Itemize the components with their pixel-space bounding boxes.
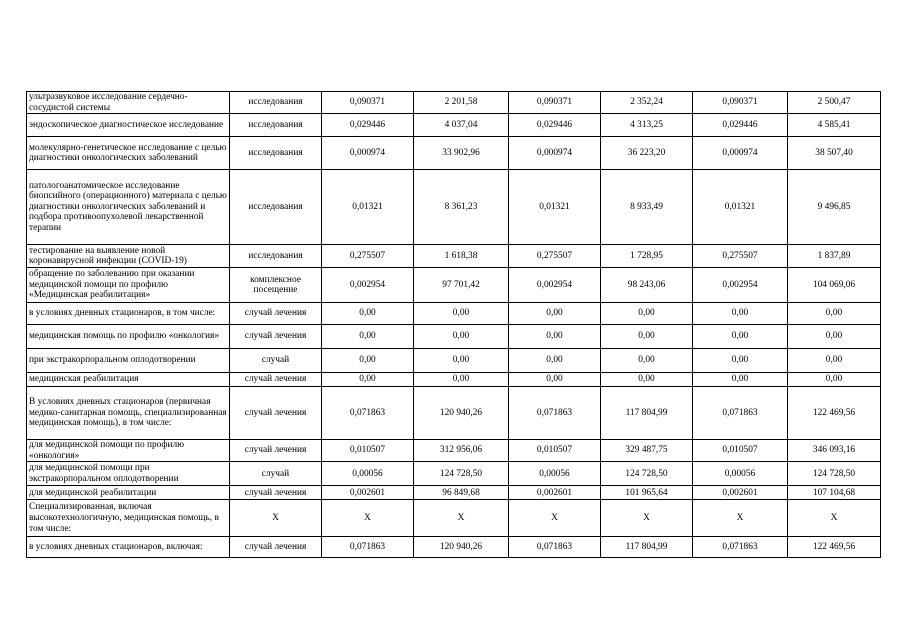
value-cell-v3: 0,002954: [509, 268, 601, 303]
value-cell-v5: 0,010507: [693, 440, 788, 462]
value-cell-v1: 0,000974: [322, 137, 414, 170]
row-name-cell: В условиях дневных стационаров (первичная медико-санитарная помощь, специализированная медицинская помощь), в том числе:: [27, 387, 230, 440]
value-cell-v3: 0,010507: [509, 440, 601, 462]
value-cell-v6: 9 496,85: [788, 170, 881, 245]
value-cell-v2: 0,00: [414, 373, 509, 387]
value-cell-v2: 8 361,23: [414, 170, 509, 245]
row-name-cell: для медицинской реабилитации: [27, 486, 230, 500]
row-name-cell: ультразвуковое исследование сердечно-сосудистой системы: [27, 92, 230, 114]
row-name-cell: тестирование на выявление новой коронавирусной инфекции (COVID-19): [27, 245, 230, 268]
value-cell-v5: 0,00056: [693, 462, 788, 486]
unit-cell: случай лечения: [230, 325, 322, 349]
table-row: [27, 440, 881, 462]
value-cell-v1: Х: [322, 500, 414, 537]
row-name-cell: для медицинской помощи при экстракорпоральном оплодотворении: [27, 462, 230, 486]
value-cell-v3: 0,00: [509, 303, 601, 325]
value-cell-v4: Х: [601, 500, 693, 537]
value-cell-v3: 0,090371: [509, 92, 601, 114]
unit-cell: случай: [230, 349, 322, 373]
value-cell-v6: 1 837,89: [788, 245, 881, 268]
value-cell-v3: 0,00056: [509, 462, 601, 486]
value-cell-v4: 329 487,75: [601, 440, 693, 462]
value-cell-v5: 0,00: [693, 349, 788, 373]
value-cell-v2: 120 940,26: [414, 387, 509, 440]
table-body: [27, 92, 881, 558]
row-name-cell: патологоанатомическое исследование биопсийного (операционного) материала с целью диагностики онкологических заболеваний и подбора противоопухолевой лекарственной терапии: [27, 170, 230, 245]
value-cell-v4: 98 243,06: [601, 268, 693, 303]
value-cell-v5: 0,275507: [693, 245, 788, 268]
row-name-cell: в условиях дневных стационаров, в том числе:: [27, 303, 230, 325]
value-cell-v4: 0,00: [601, 373, 693, 387]
unit-cell: случай лечения: [230, 373, 322, 387]
table-row: [27, 137, 881, 170]
value-cell-v2: 97 701,42: [414, 268, 509, 303]
value-cell-v3: 0,002601: [509, 486, 601, 500]
value-cell-v1: 0,071863: [322, 387, 414, 440]
unit-cell: случай лечения: [230, 440, 322, 462]
value-cell-v2: 1 618,38: [414, 245, 509, 268]
value-cell-v3: 0,000974: [509, 137, 601, 170]
value-cell-v6: 0,00: [788, 373, 881, 387]
value-cell-v1: 0,002601: [322, 486, 414, 500]
row-name-cell: для медицинской помощи по профилю «онкология»: [27, 440, 230, 462]
value-cell-v4: 1 728,95: [601, 245, 693, 268]
value-cell-v1: 0,01321: [322, 170, 414, 245]
value-cell-v4: 117 804,99: [601, 537, 693, 558]
value-cell-v5: 0,071863: [693, 537, 788, 558]
value-cell-v6: 124 728,50: [788, 462, 881, 486]
value-cell-v1: 0,071863: [322, 537, 414, 558]
value-cell-v4: 117 804,99: [601, 387, 693, 440]
value-cell-v3: 0,275507: [509, 245, 601, 268]
value-cell-v6: 38 507,40: [788, 137, 881, 170]
unit-cell: случай: [230, 462, 322, 486]
value-cell-v2: 2 201,58: [414, 92, 509, 114]
table-row: [27, 325, 881, 349]
value-cell-v4: 36 223,20: [601, 137, 693, 170]
value-cell-v1: 0,090371: [322, 92, 414, 114]
table-row: [27, 373, 881, 387]
table-row: [27, 387, 881, 440]
row-name-cell: молекулярно-генетическое исследование с целью диагностики онкологических заболеваний: [27, 137, 230, 170]
row-name-cell: при экстракорпоральном оплодотворении: [27, 349, 230, 373]
value-cell-v6: 122 469,56: [788, 387, 881, 440]
value-cell-v3: 0,029446: [509, 114, 601, 137]
table-row: [27, 486, 881, 500]
value-cell-v1: 0,00: [322, 303, 414, 325]
value-cell-v4: 0,00: [601, 303, 693, 325]
row-name-cell: медицинская помощь по профилю «онкология»: [27, 325, 230, 349]
value-cell-v2: 0,00: [414, 303, 509, 325]
value-cell-v6: 122 469,56: [788, 537, 881, 558]
value-cell-v5: 0,000974: [693, 137, 788, 170]
value-cell-v1: 0,00: [322, 325, 414, 349]
value-cell-v3: 0,071863: [509, 387, 601, 440]
value-cell-v4: 0,00: [601, 325, 693, 349]
value-cell-v5: 0,002601: [693, 486, 788, 500]
value-cell-v5: 0,00: [693, 325, 788, 349]
value-cell-v6: 104 069,06: [788, 268, 881, 303]
value-cell-v6: 346 093,16: [788, 440, 881, 462]
table-row: [27, 92, 881, 114]
value-cell-v4: 124 728,50: [601, 462, 693, 486]
unit-cell: исследования: [230, 114, 322, 137]
unit-cell: исследования: [230, 92, 322, 114]
value-cell-v6: 107 104,68: [788, 486, 881, 500]
value-cell-v2: 312 956,06: [414, 440, 509, 462]
table-row: [27, 349, 881, 373]
value-cell-v2: 4 037,04: [414, 114, 509, 137]
value-cell-v5: 0,071863: [693, 387, 788, 440]
unit-cell: случай лечения: [230, 486, 322, 500]
value-cell-v2: 0,00: [414, 349, 509, 373]
table-row: [27, 245, 881, 268]
value-cell-v1: 0,275507: [322, 245, 414, 268]
row-name-cell: медицинская реабилитация: [27, 373, 230, 387]
value-cell-v4: 2 352,24: [601, 92, 693, 114]
unit-cell: случай лечения: [230, 537, 322, 558]
value-cell-v2: 0,00: [414, 325, 509, 349]
table-row: [27, 170, 881, 245]
value-cell-v6: Х: [788, 500, 881, 537]
value-cell-v2: 124 728,50: [414, 462, 509, 486]
table-row: [27, 114, 881, 137]
value-cell-v5: 0,00: [693, 303, 788, 325]
value-cell-v2: 120 940,26: [414, 537, 509, 558]
table-row: [27, 537, 881, 558]
unit-cell: исследования: [230, 170, 322, 245]
value-cell-v5: 0,01321: [693, 170, 788, 245]
value-cell-v3: 0,01321: [509, 170, 601, 245]
value-cell-v4: 8 933,49: [601, 170, 693, 245]
unit-cell: Х: [230, 500, 322, 537]
value-cell-v5: 0,029446: [693, 114, 788, 137]
value-cell-v5: 0,00: [693, 373, 788, 387]
value-cell-v5: Х: [693, 500, 788, 537]
table-row: [27, 462, 881, 486]
value-cell-v6: 2 500,47: [788, 92, 881, 114]
unit-cell: случай лечения: [230, 387, 322, 440]
table-row: [27, 500, 881, 537]
unit-cell: исследования: [230, 137, 322, 170]
unit-cell: исследования: [230, 245, 322, 268]
value-cell-v1: 0,010507: [322, 440, 414, 462]
unit-cell: случай лечения: [230, 303, 322, 325]
medical-care-norms-table: [26, 91, 881, 558]
row-name-cell: эндоскопическое диагностическое исследование: [27, 114, 230, 137]
value-cell-v6: 0,00: [788, 303, 881, 325]
row-name-cell: обращение по заболеванию при оказании медицинской помощи по профилю «Медицинская реабилитация»: [27, 268, 230, 303]
table-row: [27, 268, 881, 303]
row-name-cell: Специализированная, включая высокотехнологичную, медицинская помощь, в том числе:: [27, 500, 230, 537]
value-cell-v3: 0,00: [509, 349, 601, 373]
value-cell-v3: 0,071863: [509, 537, 601, 558]
value-cell-v1: 0,00: [322, 349, 414, 373]
value-cell-v3: 0,00: [509, 373, 601, 387]
table-row: [27, 303, 881, 325]
value-cell-v4: 0,00: [601, 349, 693, 373]
unit-cell: комплексное посещение: [230, 268, 322, 303]
value-cell-v2: Х: [414, 500, 509, 537]
value-cell-v1: 0,00: [322, 373, 414, 387]
value-cell-v2: 96 849,68: [414, 486, 509, 500]
row-name-cell: в условиях дневных стационаров, включая:: [27, 537, 230, 558]
value-cell-v6: 0,00: [788, 349, 881, 373]
value-cell-v4: 4 313,25: [601, 114, 693, 137]
value-cell-v3: 0,00: [509, 325, 601, 349]
value-cell-v1: 0,00056: [322, 462, 414, 486]
value-cell-v5: 0,090371: [693, 92, 788, 114]
value-cell-v6: 0,00: [788, 325, 881, 349]
value-cell-v5: 0,002954: [693, 268, 788, 303]
value-cell-v4: 101 965,64: [601, 486, 693, 500]
value-cell-v1: 0,029446: [322, 114, 414, 137]
value-cell-v6: 4 585,41: [788, 114, 881, 137]
value-cell-v1: 0,002954: [322, 268, 414, 303]
value-cell-v3: Х: [509, 500, 601, 537]
value-cell-v2: 33 902,96: [414, 137, 509, 170]
